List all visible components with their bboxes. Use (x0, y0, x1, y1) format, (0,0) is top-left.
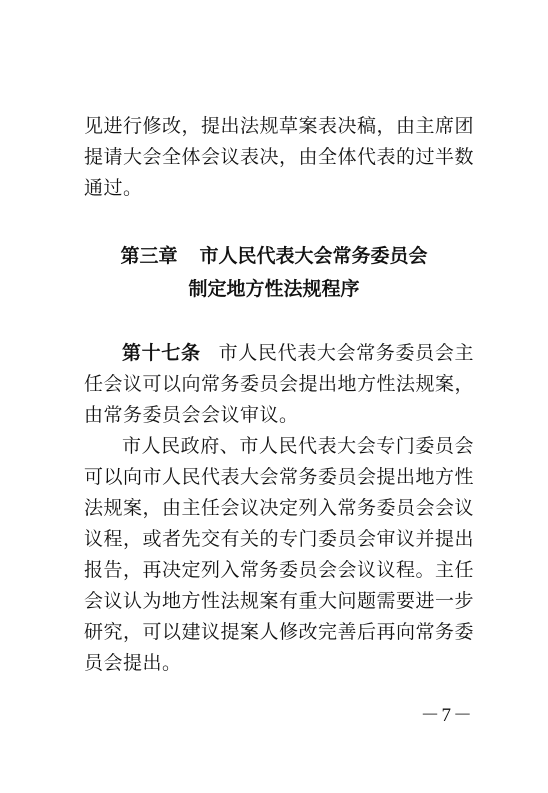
chapter-heading (60, 240, 488, 306)
chapter-title-line-2: 制定地方性法规程序 (188, 278, 360, 300)
page-number: －7－ (420, 705, 474, 726)
article-17-paragraph-2: 市人民政府、市人民代表大会专门委员会可以向市人民代表大会常务委员会提出地方性法规案，由主任会议决定列入常务委员会会议议程，或者先交有关的专门委员会审议并提出报告，再决定列入常务委员会会议议程。主任会议认为地方性法规案有重大问题需要进一步研究，可以建议提案人修改完善后再向常务委员会提出。 (84, 435, 475, 674)
article-17-paragraph-1 (84, 338, 474, 431)
chapter-number: 第三章 (120, 245, 178, 267)
continuation-text: 见进行修改，提出法规草案表决稿，由主席团提请大会全体会议表决，由全体代表的过半数通过。 (84, 115, 475, 199)
chapter-title-line-1: 市人民代表大会常务委员会 (199, 245, 428, 267)
continuation-paragraph (84, 111, 474, 204)
article-17 (84, 338, 474, 679)
chapter-heading-line-1 (60, 240, 488, 273)
article-label: 第十七条 (122, 342, 201, 364)
article-17-paragraph-1-text: 市人民代表大会常务委员会主任会议可以向常务委员会提出地方性法规案，由常务委员会会议审议。 (84, 342, 475, 426)
